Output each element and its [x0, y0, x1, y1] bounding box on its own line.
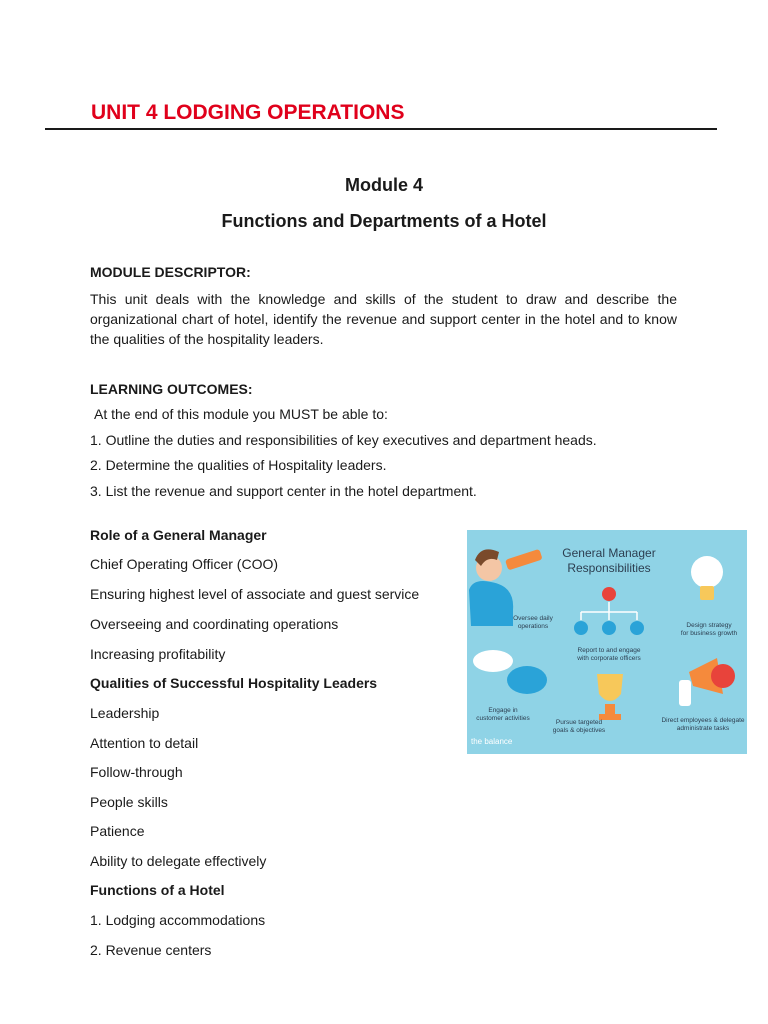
label-engage-line1: Engage in [488, 707, 518, 714]
gm-item: Chief Operating Officer (COO) [90, 556, 279, 572]
outcomes-intro: At the end of this module you MUST be able to: [94, 406, 388, 422]
quality-item: People skills [90, 794, 168, 810]
functions-heading: Functions of a Hotel [90, 882, 225, 898]
outcomes-heading: LEARNING OUTCOMES: [90, 381, 253, 397]
label-oversee-line1: Oversee daily [513, 615, 553, 622]
gm-item: Overseeing and coordinating operations [90, 616, 339, 632]
function-item: 2. Revenue centers [90, 942, 212, 958]
officer-avatar-icon [574, 621, 588, 635]
infographic-title-line2: Responsibilities [567, 561, 651, 575]
label-direct-line2: administrate tasks [676, 725, 730, 732]
quality-item: Patience [90, 823, 145, 839]
function-item: 1. Lodging accommodations [90, 912, 266, 928]
label-oversee-line2: operations [517, 623, 549, 630]
label-design-line2: for business growth [680, 630, 738, 637]
title-divider [45, 128, 717, 130]
label-engage-line2: customer activities [476, 715, 530, 722]
label-pursue-line1: Pursue targeted [555, 719, 603, 726]
outcome-item: 2. Determine the qualities of Hospitality leaders. [90, 457, 387, 473]
quality-item: Attention to detail [90, 735, 199, 751]
quality-item: Ability to delegate effectively [90, 853, 267, 869]
gm-heading: Role of a General Manager [90, 527, 267, 543]
label-pursue-line2: goals & objectives [552, 727, 606, 734]
quality-item: Follow-through [90, 764, 183, 780]
label-report-line1: Report to and engage [577, 647, 641, 654]
brand-logo: the balance [471, 737, 513, 746]
descriptor-heading: MODULE DESCRIPTOR: [90, 264, 251, 280]
officer-avatar-icon [602, 621, 616, 635]
unit-title: UNIT 4 LODGING OPERATIONS [91, 101, 405, 124]
module-number: Module 4 [344, 175, 423, 195]
outcome-item: 1. Outline the duties and responsibilities of key executives and department heads. [90, 432, 597, 448]
manager-avatar-icon [602, 587, 616, 601]
quality-item: Leadership [90, 705, 160, 721]
module-subtitle: Functions and Departments of a Hotel [221, 211, 547, 231]
gm-item: Ensuring highest level of associate and guest service [90, 586, 420, 602]
label-report-line2: with corporate officers [577, 655, 641, 662]
qualities-heading: Qualities of Successful Hospitality Leaders [90, 675, 378, 691]
label-design-line1: Design strategy [686, 622, 732, 629]
infographic-title-line1: General Manager [562, 546, 656, 560]
descriptor-text: This unit deals with the knowledge and skills of the student to draw and describe the organizational chart of hotel, identify the revenue and support center in the hotel and to know the qualities of the hospitality leaders. [90, 291, 677, 347]
gm-item: Increasing profitability [90, 646, 226, 662]
gm-responsibilities-infographic [467, 530, 747, 754]
label-direct-line1: Direct employees & delegate [661, 717, 745, 724]
outcome-item: 3. List the revenue and support center in the hotel department. [90, 483, 477, 499]
officer-avatar-icon [630, 621, 644, 635]
